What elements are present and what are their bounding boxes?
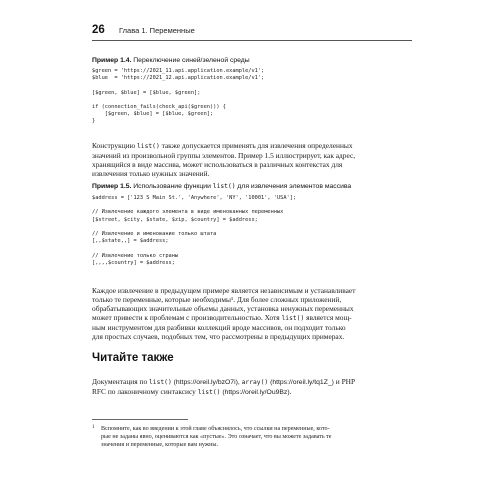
link-list-docs[interactable]: (https://oreil.ly/bzO7i), [171,379,242,386]
header-rule [92,40,412,41]
chapter-title: Глава 1. Переменные [119,26,195,35]
link-php-rfc[interactable]: (https://oreil.ly/Ou9Bz) [220,389,290,396]
example-1-4-title: Пример 1.4. Переключение синей/зеленой среды [92,57,250,64]
paragraph-2: Каждое извлечение в предыдущем примере является независимым и устанавливает только те переменные, которые необходимы¹. Для более сложных приложений, обрабатывающих значительные объемы данных, установка ненужных переменных может привести к проблемам с производительностью. Хотя list() является мощ- ным инструментом для разбивки коллекций вроде массивов, он подходит только для простых случаев, подобных тем, что рассмотрены в предыдущих примерах. [92,286,356,341]
footnote-rule [92,419,188,420]
see-also-paragraph: Документация по list() (https://oreil.ly/bzO7i), array() (https://oreil.ly/tq1Z_) и PHP RFC по лаконичному синтаксису list() (https://oreil.ly/Ou9Bz). [92,377,356,396]
page-number: 26 [92,24,105,36]
page-header [92,24,413,40]
paragraph-1: Конструкцию list() также допускается применять для извлечения определенных значений из произвольной группы элементов. Пример 1.5 иллюстрирует, как адрес, хранящийся в виде массива, может использоваться в различных контекстах для извлечения только нужных значений. [92,141,356,178]
section-heading-see-also: Читайте также [92,352,174,364]
footnote: 1 Вспомните, как во введении к этой главе объяснялось, что ссылки на переменные, кото- рые не заданы явно, оцениваются как «пустые». Это означает, что вы можете задавать те значения и переменные, которые вам нужны. [92,425,332,448]
example-1-5-code: $address = ['123 S Main St.', 'Anywhere', 'NY', '10001', 'USA']; // Извлечение каждого элемента в виде именованных переменных [$street, $city, $state, $zip, $country] = $address; // Извлечение и именование только штата [,,$state,,] = $address; // Извлечение только страны [,,,,$country] = $address; [92,195,297,266]
footnote-marker: 1 [92,425,95,430]
example-1-4-code: $green = 'https://2021_11.api.application.example/v1'; $blue = 'https://2021_12.api.application.example/v1'; [$green, $blue] = [$blue, $green]; if (connection_fails(check_api($green))) { [$green, $blue] = [$blue, $green]; } [92,68,265,125]
example-1-5-title: Пример 1.5. Использование функции list() для извлечения элементов массива [92,183,352,190]
link-array-docs[interactable]: (https://oreil.ly/tq1Z_) [268,379,334,386]
